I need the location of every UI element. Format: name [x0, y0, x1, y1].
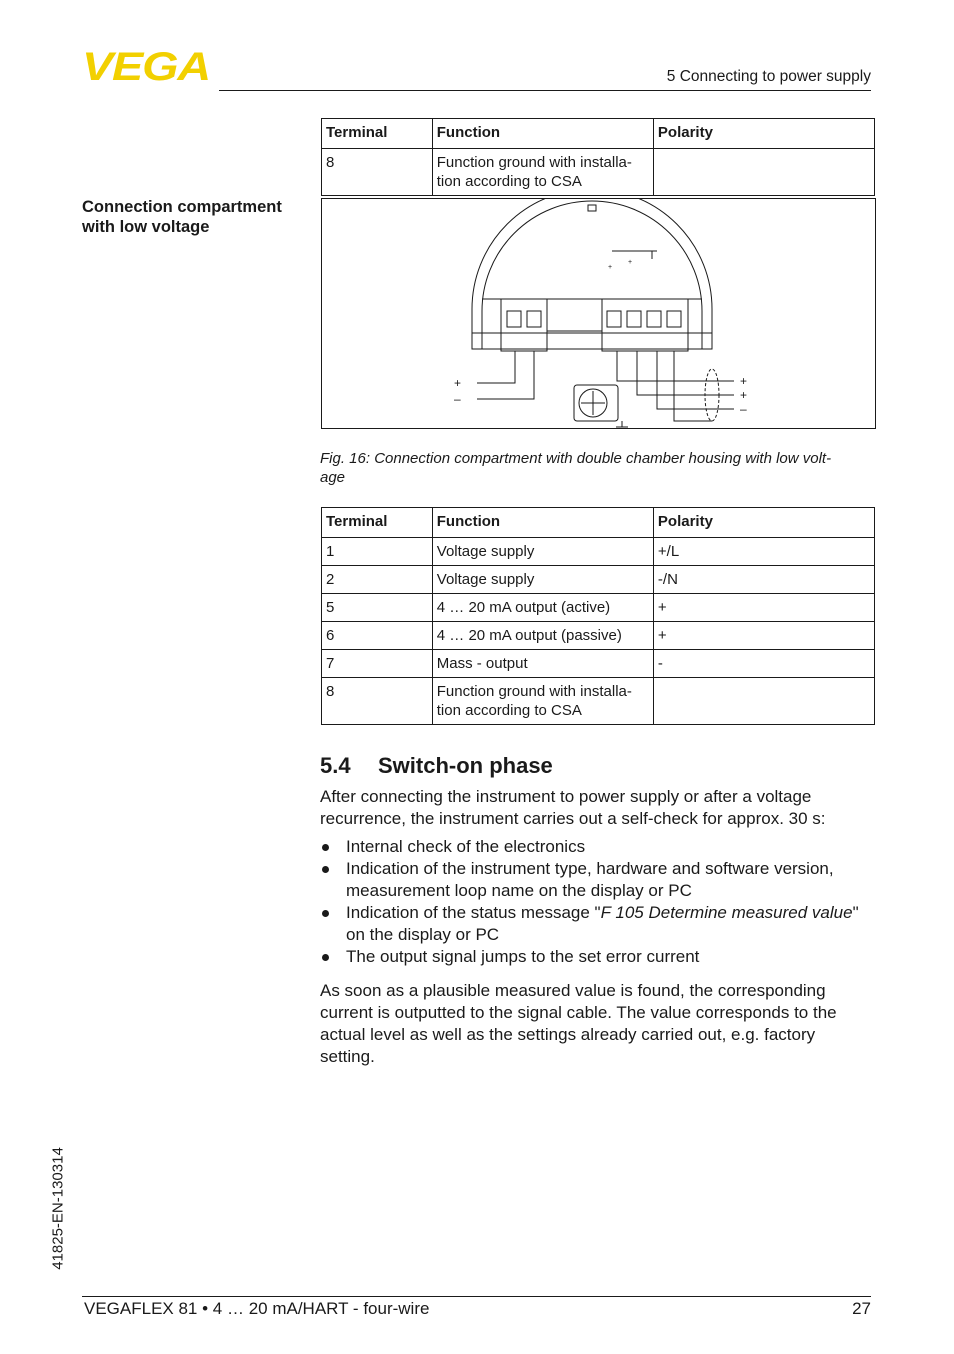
cell-terminal: 8 [322, 149, 433, 196]
logo-wordmark: VEGA [82, 50, 210, 84]
terminal-block-right [602, 299, 688, 351]
cell-function: Function ground with installa- tion according to CSA [432, 149, 653, 196]
cell-function: 4 … 20 mA output (passive) [432, 622, 653, 650]
bullet-text-post: " on the display or PC [346, 903, 859, 944]
label-left-minus: – [454, 392, 461, 406]
col-header-function: Function [432, 508, 653, 538]
cell-terminal: 7 [322, 650, 433, 678]
label-left-plus: + [454, 376, 462, 390]
cell-polarity [653, 678, 874, 725]
terminal-8 [667, 311, 681, 327]
label-right-plus-2: + [740, 388, 748, 402]
list-item: The output signal jumps to the set error current [320, 946, 868, 968]
cell-terminal: 8 [322, 678, 433, 725]
page-number: 27 [852, 1299, 871, 1318]
cell-polarity: + [653, 594, 874, 622]
wire-right-2 [637, 351, 734, 395]
table-row [322, 538, 875, 566]
footer-product: VEGAFLEX 81 • 4 … 20 mA/HART - four-wire [84, 1299, 430, 1318]
table-header-row [322, 119, 875, 149]
connection-diagram-drawing [322, 199, 875, 428]
section-title: Switch-on phase [378, 753, 553, 778]
vega-logo [82, 50, 212, 84]
terminal-5 [607, 311, 621, 327]
housing-top-notch [588, 205, 596, 211]
cell-polarity: - [653, 650, 874, 678]
cell-function: Function ground with installa- tion according to CSA [432, 678, 653, 725]
bullet-list [320, 836, 868, 968]
label-right-minus: – [740, 402, 747, 416]
section-number: 5.4 [320, 753, 351, 778]
col-header-polarity: Polarity [653, 119, 874, 149]
terminal-6 [627, 311, 641, 327]
table-row [322, 149, 875, 196]
table-row [322, 566, 875, 594]
wire-right-1 [617, 351, 734, 381]
cell-terminal: 1 [322, 538, 433, 566]
cell-function: 4 … 20 mA output (active) [432, 594, 653, 622]
connection-diagram [321, 198, 876, 429]
cell-polarity: +/L [653, 538, 874, 566]
document-id [38, 1140, 78, 1290]
cell-terminal: 6 [322, 622, 433, 650]
terminal-table-bottom [321, 507, 875, 725]
cell-function: Voltage supply [432, 538, 653, 566]
label-small-plus-1: + [628, 259, 633, 266]
outro-paragraph: As soon as a plausible measured value is found, the corresponding current is outputted to the signal cable. The value corresponds to the actual level as well as the settings already carried out, e.g. factory setting. [320, 981, 837, 1066]
bullet-text-pre: Indication of the status message " [346, 903, 601, 922]
cell-terminal: 5 [322, 594, 433, 622]
cell-polarity: + [653, 622, 874, 650]
cell-polarity: -/N [653, 566, 874, 594]
table-row [322, 594, 875, 622]
col-header-polarity: Polarity [653, 508, 874, 538]
cell-function: Voltage supply [432, 566, 653, 594]
figure-caption: Fig. 16: Connection compartment with double chamber housing with low volt- age [320, 450, 832, 486]
list-item [320, 902, 868, 946]
table-row [322, 650, 875, 678]
wire-right-3 [657, 351, 734, 409]
table-header-row [322, 508, 875, 538]
footer-divider [82, 1296, 871, 1297]
terminal-7 [647, 311, 661, 327]
terminal-2 [527, 311, 541, 327]
cell-polarity [653, 149, 874, 196]
col-header-terminal: Terminal [322, 119, 433, 149]
table-row [322, 622, 875, 650]
status-message: F 105 Determine measured value [600, 903, 853, 922]
cell-function: Mass - output [432, 650, 653, 678]
terminal-block-left [501, 299, 547, 351]
header-section-title: 5 Connecting to power supply [666, 68, 871, 85]
terminal-table-top [321, 118, 875, 196]
header-divider [219, 90, 871, 91]
list-item: Indication of the instrument type, hardware and software version, measurement loop name on the display or PC [320, 858, 868, 902]
wire-left-minus [477, 351, 534, 399]
col-header-function: Function [432, 119, 653, 149]
cell-terminal: 2 [322, 566, 433, 594]
wire-left-plus [477, 351, 515, 383]
label-right-plus-1: + [740, 374, 748, 388]
col-header-terminal: Terminal [322, 508, 433, 538]
label-small-plus-2: + [608, 264, 613, 271]
list-item: Internal check of the electronics [320, 836, 868, 858]
table-row [322, 678, 875, 725]
document-id-text: 41825-EN-130314 [49, 1147, 67, 1270]
intro-paragraph: After connecting the instrument to power supply or after a voltage recurrence, the instrument carries out a self-check for approx. 30 s: [320, 787, 826, 828]
section-heading [320, 753, 553, 779]
terminal-1 [507, 311, 521, 327]
side-label: Connection compartment with low voltage [82, 198, 282, 236]
